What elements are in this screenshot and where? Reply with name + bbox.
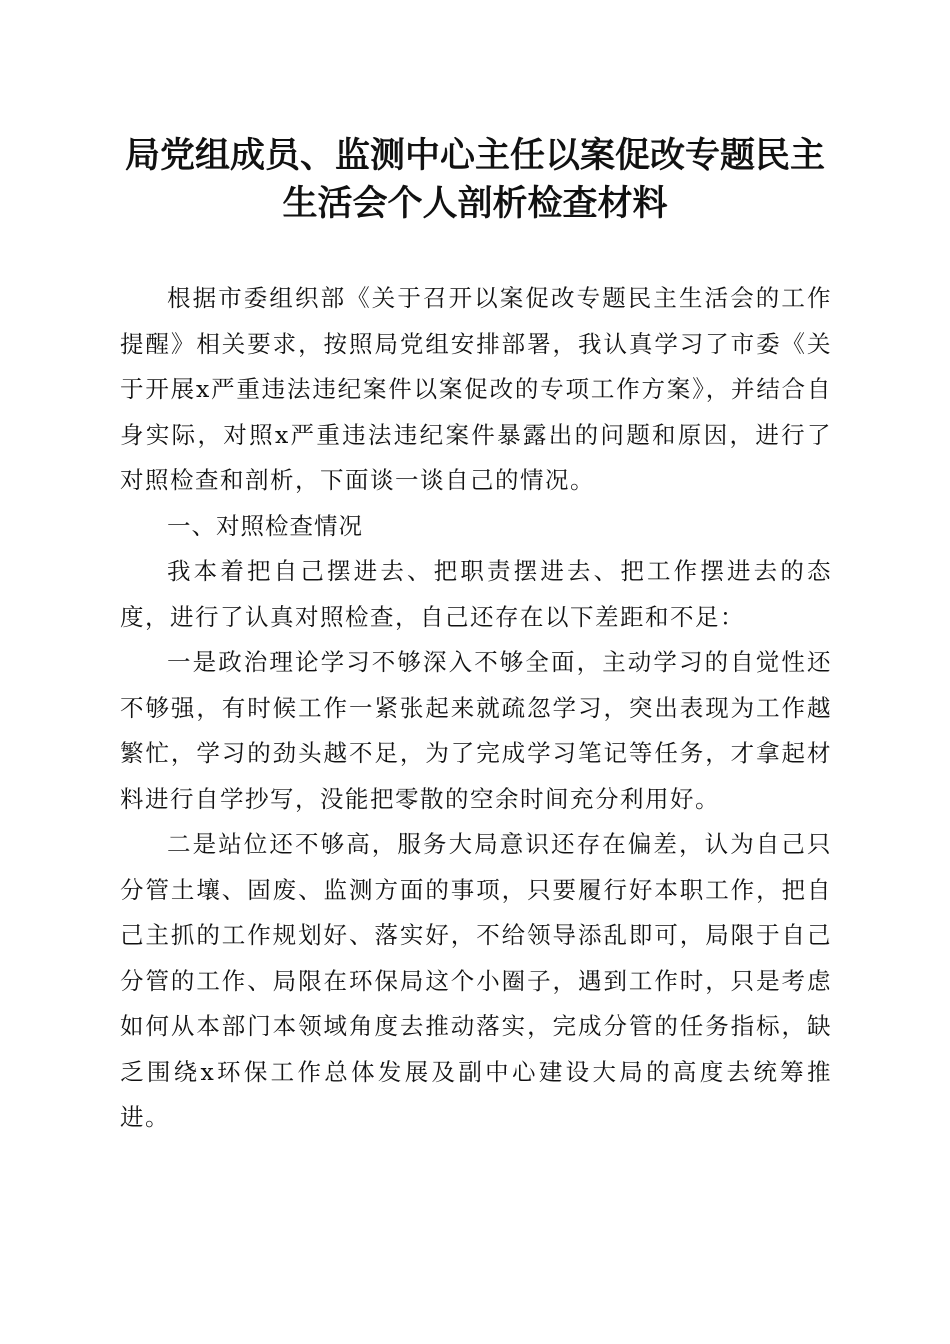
intro-paragraph: 根据市委组织部《关于召开以案促改专题民主生活会的工作提醒》相关要求，按照局党组安排部署，我认真学习了市委《关于开展x严重违法违纪案件以案促改的专项工作方案》，并结合自身实际，对照x严重违法违纪案件暴露出的问题和原因，进行了对照检查和剖析，下面谈一谈自己的情况。 xyxy=(120,284,832,494)
document-body xyxy=(120,276,832,1141)
point-1-paragraph: 一是政治理论学习不够深入不够全面，主动学习的自觉性还不够强，有时候工作一紧张起来就疏忽学习，突出表现为工作越繁忙，学习的劲头越不足，为了完成学习笔记等任务，才拿起材料进行自学抄写，没能把零散的空余时间充分利用好。 xyxy=(120,648,832,813)
section-heading-1: 一、对照检查情况 xyxy=(167,511,363,540)
document-title xyxy=(95,132,855,228)
section-intro-paragraph: 我本着把自己摆进去、把职责摆进去、把工作摆进去的态度，进行了认真对照检查，自己还存在以下差距和不足： xyxy=(120,557,832,631)
title-line-1: 局党组成员、监测中心主任以案促改专题民主 xyxy=(124,136,825,176)
title-line-2: 生活会个人剖析检查材料 xyxy=(282,184,668,224)
point-2-paragraph: 二是站位还不够高，服务大局意识还存在偏差，认为自己只分管土壤、固废、监测方面的事项，只要履行好本职工作，把自己主抓的工作规划好、落实好，不给领导添乱即可，局限于自己分管的工作、局限在环保局这个小圈子，遇到工作时，只是考虑如何从本部门本领域角度去推动落实，完成分管的任务指标，缺乏围绕x环保工作总体发展及副中心建设大局的高度去统筹推进。 xyxy=(120,830,832,1131)
